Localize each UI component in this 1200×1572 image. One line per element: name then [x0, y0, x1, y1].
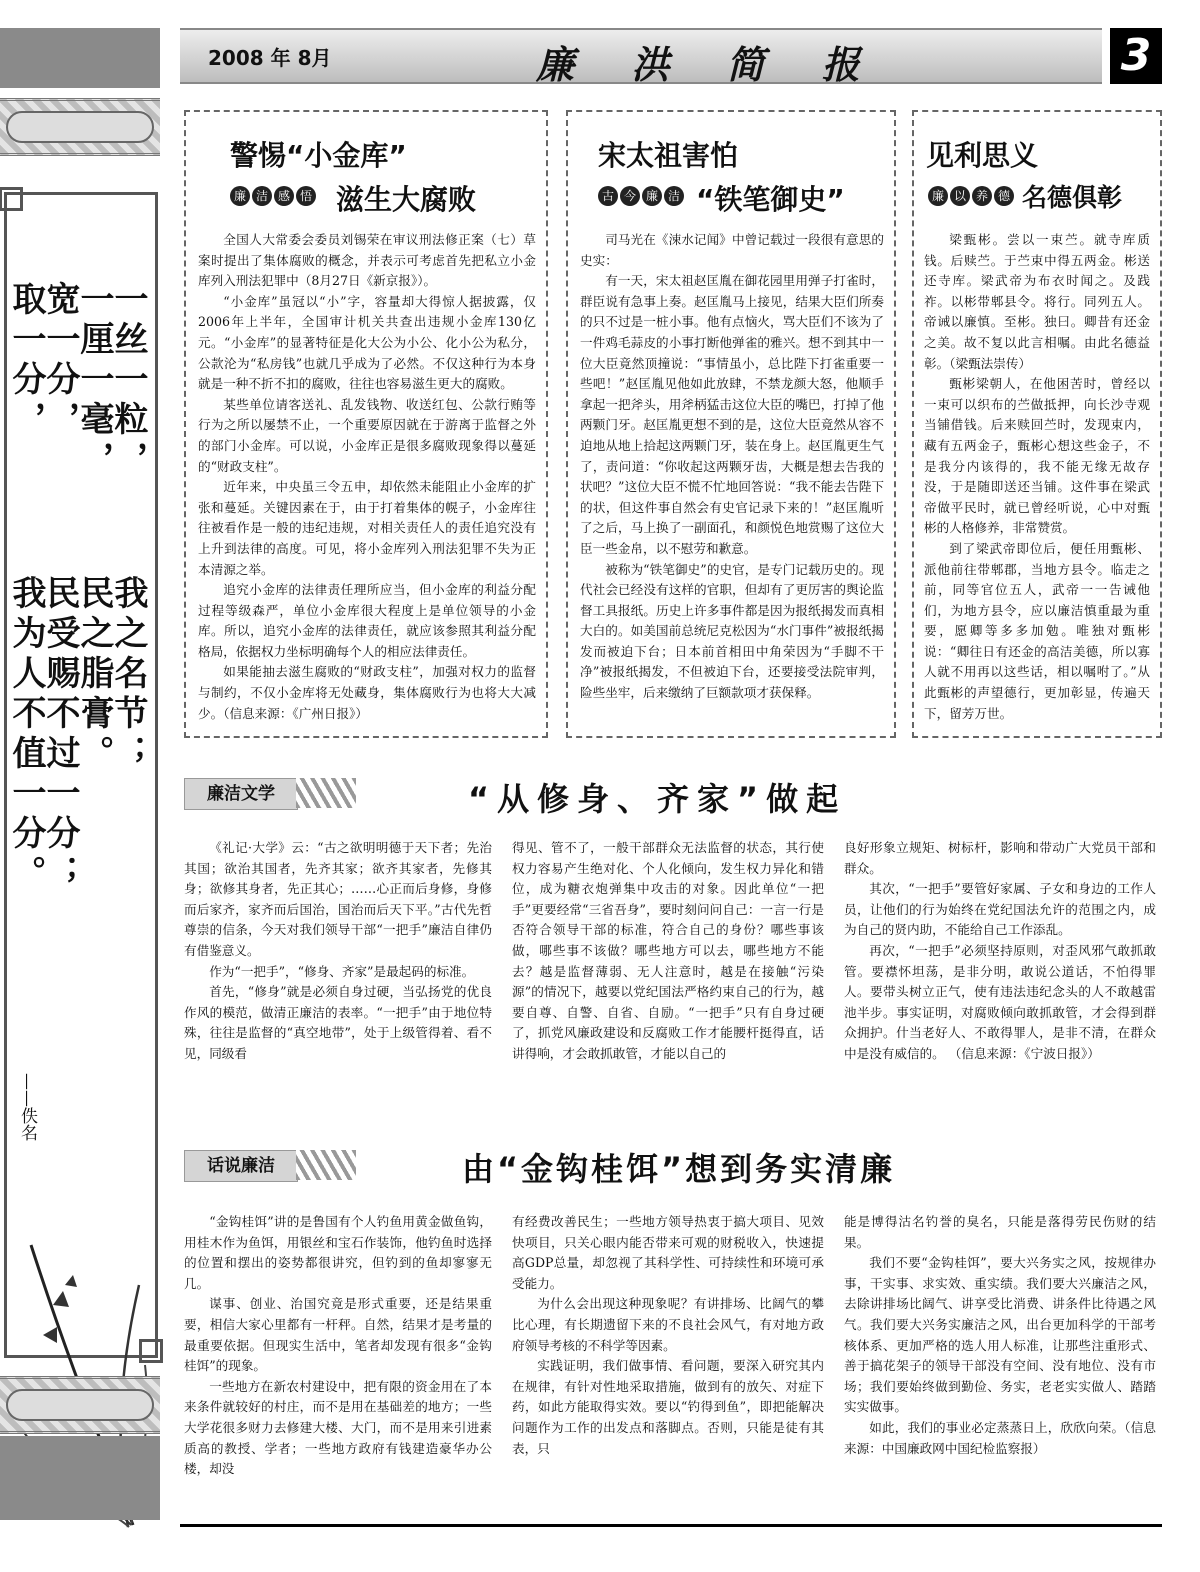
badge-char: 廉 [928, 186, 948, 206]
paragraph: 如此，我们的事业必定蒸蒸日上，欣欣向荣。（信息来源：中国廉政网中国纪检监察报） [844, 1419, 1156, 1456]
article-box-1 [184, 110, 548, 738]
poem-line: 宽一分， [40, 281, 80, 441]
article-body [924, 230, 1150, 724]
poem-line: 一厘一毫， [74, 281, 114, 481]
poem-line: 取一分， [6, 281, 46, 441]
text-column [184, 838, 492, 1065]
article-box-3 [912, 110, 1162, 738]
badge-char: 以 [950, 186, 970, 206]
text-column [184, 1212, 492, 1480]
badge-char: 洁 [252, 186, 272, 206]
section-tag: 话说廉洁 [184, 1150, 298, 1182]
text-column [844, 838, 1156, 1065]
article-badge [928, 186, 1014, 206]
article-title: 见利思义 [926, 139, 1039, 172]
badge-char: 洁 [664, 186, 684, 206]
section-title: “从修身、齐家”做起 [468, 780, 847, 818]
paragraph: 近年来，中央虽三令五申，却依然未能阻止小金库的扩张和蔓延。关键因素在于，由于打着集体的幌子，小金库往往被看作是一般的违纪违规，对相关责任人的责任追究没有上升到法律的高度。可见，将小金库列入刑法犯罪不失为正本清源之举。 [198, 479, 536, 577]
badge-char: 廉 [642, 186, 662, 206]
paragraph: 梁甄彬。尝以一束苎。就寺库质钱。后赎苎。于苎束中得五两金。彬送还寺库。梁武帝为布衣时闻之。及践祚。以彬带郫县令。将行。同列五人。帝诫以廉慎。至彬。独曰。卿昔有还金之美。故不复以此言相嘱。由此名德益彰。（梁甄法崇传） [924, 232, 1150, 371]
article-badge [230, 186, 316, 206]
paragraph: 我们不要“金钩桂饵”，要大兴务实之风，按规律办事，干实事、求实效、重实绩。我们要大兴廉洁之风，去除讲排场比阔气、讲享受比消费、讲条件比待遇之风气。我们要大兴务实廉洁之风，出台更加科学的干部考核体系、更加严格的选人用人标准，让那些注重形式、善于搞花架子的领导干部没有空间、没有地位、没有市场；我们要始终做到勤俭、务实，老老实实做人、踏踏实实做事。 [844, 1255, 1156, 1415]
paragraph: 谋事、创业、治国究竟是形式重要，还是结果重要，相信大家心里都有一杆秤。自然，结果才是考量的最重要依据。但现实生活中，笔者却发现有很多“金钩桂饵”的现象。 [184, 1296, 492, 1374]
paragraph: 追究小金库的法律责任理所应当，但小金库的利益分配过程等级森严，单位小金库很大程度上是单位领导的小金库。所以，追究小金库的法律责任，就应该参照其利益分配格局，依据权力坐标明确每个人的相应法律责任。 [198, 582, 536, 659]
paragraph: 一些地方在新农村建设中，把有限的资金用在了本来条件就较好的村庄，而不是用在基础差的地方；一些大学花很多财力去修建大楼、大门，而不是用来引进素质高的教授、学者；一些地方政府有钱建造豪华办公楼，却没 [184, 1378, 492, 1477]
badge-char: 今 [620, 186, 640, 206]
section-stripes [296, 1150, 356, 1180]
text-column [512, 838, 824, 1065]
badge-char: 养 [972, 186, 992, 206]
section-tag: 廉洁文学 [184, 778, 298, 810]
left-strip-bottom [0, 1436, 160, 1520]
side-poem-box [4, 192, 158, 1358]
section-stripes [296, 778, 356, 808]
paragraph: “金钩桂饵”讲的是鲁国有个人钓鱼用黄金做鱼钩，用桂木作为鱼饵，用银丝和宝石作装饰，他钓鱼时选择的位置和摆出的姿势都很讲究，但钓到的鱼却寥寥无几。 [184, 1214, 492, 1291]
ornament-band-bottom [0, 1376, 160, 1434]
article-subtitle: “铁笔御史” [696, 183, 845, 216]
badge-char: 古 [598, 186, 618, 206]
badge-char: 悟 [296, 186, 316, 206]
paragraph: 作为“一把手”，“修身、齐家”是最起码的标准。 [209, 963, 475, 979]
paragraph: 有经费改善民生；一些地方领导热衷于搞大项目、见效快项目，只关心眼内能否带来可观的财税收入，快速提高GDP总量，却忽视了其科学性、可持续性和环境可承受能力。 [512, 1214, 824, 1291]
article-badge [598, 186, 684, 206]
paragraph: 《礼记·大学》云：“古之欲明明德于天下者；先治其国；欲治其国者，先齐其家；欲齐其家者，先修其身；欲修其身者，先正其心；……心正而后身修，身修而后家齐，家齐而后国治，国治而后天下平。”古代先哲尊崇的信条，今天对我们领导干部“一把手”廉洁自律仍有借鉴意义。 [184, 840, 492, 958]
badge-char: 德 [994, 186, 1014, 206]
badge-char: 感 [274, 186, 294, 206]
issue-date: 2008 年 8月 [208, 46, 332, 70]
paragraph: 到了梁武帝即位后，便任用甄彬、派他前往带郫郡，当地方县令。临走之前，同等官位五人，武帝一一告诫他们，为地方县令，应以廉洁慎重最为重要，愿卿等多多加勉。唯独对甄彬说：“卿往日有还金的高洁美德，所以寡人就不用再以这些话，相以嘱咐了。”从此甄彬的声望德行，更加彰显，传遍天下，留芳万世。 [924, 540, 1150, 721]
paragraph: 有一天，宋太祖赵匡胤在御花园里用弹子打雀时，群臣说有急事上奏。赵匡胤马上接见，结果大臣们所奏的只不过是一桩小事。他有点恼火，骂大臣们不该为了一件鸡毛蒜皮的小事打断他弹雀的雅兴。想不到其中一位大臣竟然顶撞说：“事情虽小，总比陛下打雀重要一些吧！”赵匡胤见他如此放肆，不禁龙颜大怒，他顺手拿起一把斧头，用斧柄猛击这位大臣的嘴巴，打掉了他两颗门牙。赵匡胤更想不到的是，这位大臣竟然从容不迫地从地上拾起这两颗门牙，装在身上。赵匡胤更生气了，责问道：“你收起这两颗牙齿，大概是想去告我的状吧？”这位大臣不慌不忙地回答说：“我不能去告陛下的状，但这件事自然会有史官记录下来的！”赵匡胤听了之后，马上换了一副面孔，和颜悦色地赏赐了这位大臣一些金帛，以不慰劳和歉意。 [580, 273, 884, 556]
paragraph: 其次，“一把手”要管好家属、子女和身边的工作人员，让他们的行为始终在党纪国法允许的范围之内，成为自己的贤内助，不能给自己工作添乱。 [844, 881, 1156, 938]
ornament-band-top [0, 98, 160, 156]
bottom-rule [180, 1524, 1162, 1527]
section-title: 由“金钩桂饵”想到务实清廉 [462, 1150, 896, 1188]
paragraph: 能是博得沽名钓誉的臭名，只能是落得劳民伤财的结果。 [844, 1214, 1156, 1250]
text-column [512, 1212, 824, 1459]
paragraph: 得见、管不了，一般干部群众无法监督的状态，其行使权力容易产生绝对化、个人化倾向，发生权力异化和错位，成为糖衣炮弹集中攻击的对象。因此单位“一把手”更要经常“三省吾身”，要时刻问问自己：一言一行是否符合领导干部的标准，符合自己的身份？哪些事该做，哪些事不该做？哪些地方可以去，哪些地方不能去？越是监督薄弱、无人注意时，越是在接触“污染源”的情况下，越要以党纪国法严格约束自己的行为，越要自尊、自警、自省、自励。“一把手”只有自身过硬了，抓党风廉政建设和反腐败工作才能腰杆挺得直，话讲得响，才会敢抓敢管，才能以自己的 [512, 840, 824, 1061]
article-subtitle: 滋生大腐败 [336, 183, 477, 216]
paragraph: 首先，“修身”就是必须自身过硬，当弘扬党的优良作风的模范，做清正廉洁的表率。“一把手”由于地位特殊，往往是监督的“真空地带”，处于上级管得着、看不见，同级看 [184, 984, 492, 1061]
paragraph: 被称为“铁笔御史”的史官，是专门记载历史的。现代社会已经没有这样的官职，但却有了更厉害的舆论监督工具报纸。历史上许多事件都是因为报纸揭发而真相大白的。如美国前总统尼克松因为“水门事件”被报纸揭发而被迫下台；日本前首相田中角荣因为“手脚不干净”被报纸揭发，不但被迫下台，还要接受法院审判，险些坐牢，后来缴纳了巨额款项才获保释。 [580, 561, 884, 701]
article-body [580, 230, 884, 704]
paragraph: 甄彬梁朝人，在他困苦时，曾经以一束可以织布的苎做抵押，向长沙寺观当铺借钱。后来赎回苎时，发现束内，藏有五两金子，甄彬心想这些金子，不是我分内该得的，我不能无缘无故存没，于是随即送还当铺。这件事在梁武帝做平民时，就已曾经听说，心中对甄彬的人格修养，非常赞赏。 [924, 376, 1150, 536]
article-title: 宋太祖害怕 [598, 139, 739, 172]
poem-signature: ——佚名 [17, 1073, 37, 1141]
paragraph: 如果能抽去滋生腐败的“财政支柱”，加强对权力的监督与制约，不仅小金库将无处藏身，集体腐败行为也将大大减少。（信息来源：《广州日报》） [198, 664, 536, 721]
paragraph: 实践证明，我们做事情、看问题，要深入研究其内在规律，有针对性地采取措施，做到有的放矢、对症下药，如此方能取得实效。要以“钓得到鱼”，即把能解决问题作为工作的出发点和落脚点。否则，只能是徒有其表，只 [512, 1358, 824, 1456]
poem-line: 一丝一粒， [108, 281, 148, 481]
poem-line: 我为人不值一分。 [6, 575, 46, 895]
paragraph: 全国人大常委会委员刘锡荣在审议刑法修正案（七）草案时提出了集体腐败的概念，并表示可考虑首先把私立小金库列入刑法犯罪中（8月27日《新京报》）。 [198, 232, 536, 289]
paragraph: 良好形象立规矩、树标杆，影响和带动广大党员干部和群众。 [844, 840, 1156, 876]
article-body [198, 230, 536, 724]
poem-line: 民受赐不过一分； [40, 575, 80, 895]
masthead-title: 廉 洪 简 报 [536, 42, 882, 87]
text-column [844, 1212, 1156, 1459]
paragraph: 司马光在《涑水记闻》中曾记载过一段很有意思的史实： [580, 232, 884, 268]
paragraph: 再次，“一把手”必须坚持原则，对歪风邪气敢抓敢管。要襟怀坦荡，是非分明，敢说公道话，不怕得罪人。要带头树立正气，使有违法违纪念头的人不敢越雷池半步。事实证明，对腐败倾向敢抓敢管，才会得到群众拥护。什当老好人、不敢得罪人，是非不清，在群众中是没有威信的。 （信息来源：《宁波日报》） [844, 942, 1156, 1061]
badge-char: 廉 [230, 186, 250, 206]
paragraph: 为什么会出现这种现象呢？有讲排场、比阔气的攀比心理，有长期遗留下来的不良社会风气，有对地方政府领导考核的不科学等因素。 [512, 1296, 824, 1353]
masthead-bar [180, 28, 1102, 87]
article-subtitle: 名德俱彰 [1022, 183, 1123, 212]
paragraph: 某些单位请客送礼、乱发钱物、收送红包、公款行贿等行为之所以屡禁不止，一个重要原因就在于游离于监督之外的部门小金库。可以说，小金库正是很多腐败现象得以蔓延的“财政支柱”。 [198, 396, 536, 474]
paragraph: “小金库”虽冠以“小”字，容量却大得惊人据披露，仅2006年上半年，全国审计机关共查出违规小金库130亿元。“小金库”的显著特征是化大公为小公、化小公为私分，公款沦为“私房钱”也就几乎成为了必然。不仅这种行为本身就是一种不折不扣的腐败，往往也容易滋生更大的腐败。 [198, 293, 536, 392]
article-title: 警惕“小金库” [230, 139, 407, 172]
poem-line: 民之脂膏。 [74, 575, 114, 775]
poem-line: 我之名节； [108, 575, 148, 775]
page-number: 3 [1110, 28, 1162, 84]
article-box-2 [566, 110, 896, 738]
left-strip-top [0, 28, 160, 88]
